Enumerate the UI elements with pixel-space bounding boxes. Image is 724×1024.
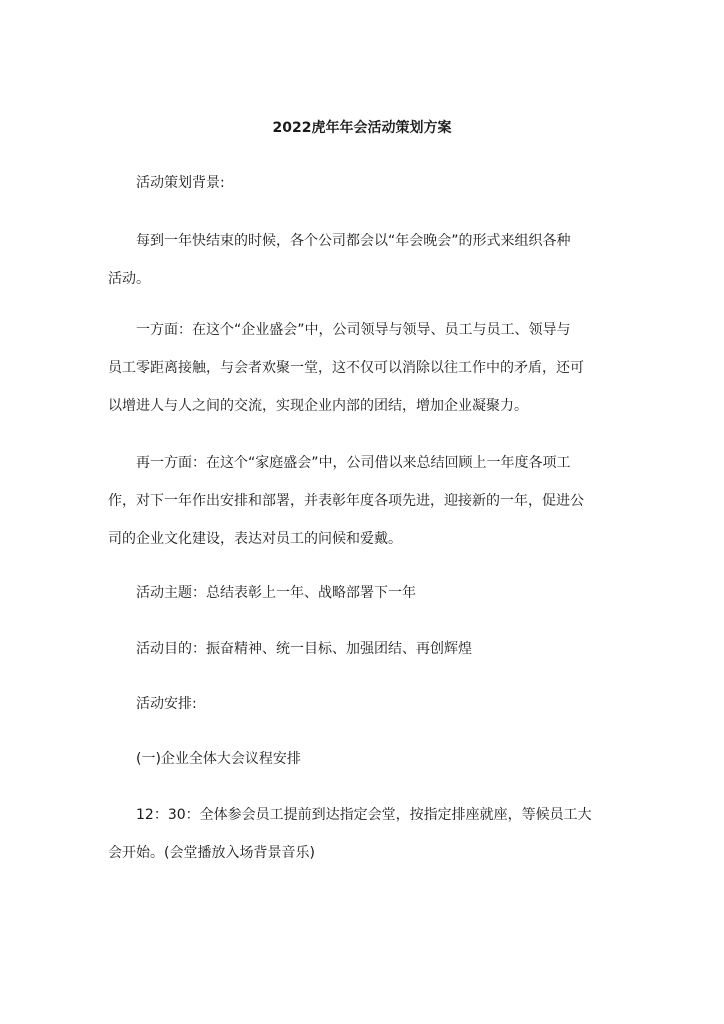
paragraph-line: (一)企业全体大会议程安排 [136,751,301,767]
paragraph-line: 活动。 [108,271,150,287]
paragraph-first-aspect [108,311,608,425]
paragraph-line: 再一方面：在这个“家庭盛会”中，公司借以来总结回顾上一年度各项工 [136,455,571,471]
paragraph-second-aspect [108,444,608,558]
paragraph-line: 员工零距离接触，与会者欢聚一堂，这不仅可以消除以往工作中的矛盾，还可 [108,360,584,376]
paragraph-line: 会开始。(会堂播放入场背景音乐) [108,845,315,861]
document-title: 2022虎年年会活动策划方案 [272,120,452,136]
paragraph-theme [108,574,608,612]
paragraph-intro [108,222,608,298]
paragraph-agenda-1230 [108,796,608,872]
paragraph-line: 作，对下一年作出安排和部署，并表彰年度各项先进，迎接新的一年，促进公 [108,493,584,509]
paragraph-background-heading [108,164,608,202]
paragraph-line: 活动目的：振奋精神、统一目标、加强团结、再创辉煌 [136,641,472,657]
paragraph-purpose [108,630,608,668]
paragraph-line: 活动策划背景: [136,175,225,191]
paragraph-line: 司的企业文化建设，表达对员工的问候和爱戴。 [108,531,402,547]
paragraph-line: 活动安排: [136,696,197,712]
paragraph-line: 活动主题：总结表彰上一年、战略部署下一年 [136,585,416,601]
paragraph-line: 每到一年快结束的时候，各个公司都会以“年会晚会”的形式来组织各种 [136,233,571,249]
paragraph-agenda-heading [108,740,608,778]
paragraph-line: 以增进人与人之间的交流，实现企业内部的团结，增加企业凝聚力。 [108,398,528,414]
paragraph-line: 12：30：全体参会员工提前到达指定会堂，按指定排座就座，等候员工大 [136,807,592,823]
paragraph-arrangement-heading [108,685,608,723]
paragraph-line: 一方面：在这个“企业盛会”中，公司领导与领导、员工与员工、领导与 [136,322,571,338]
